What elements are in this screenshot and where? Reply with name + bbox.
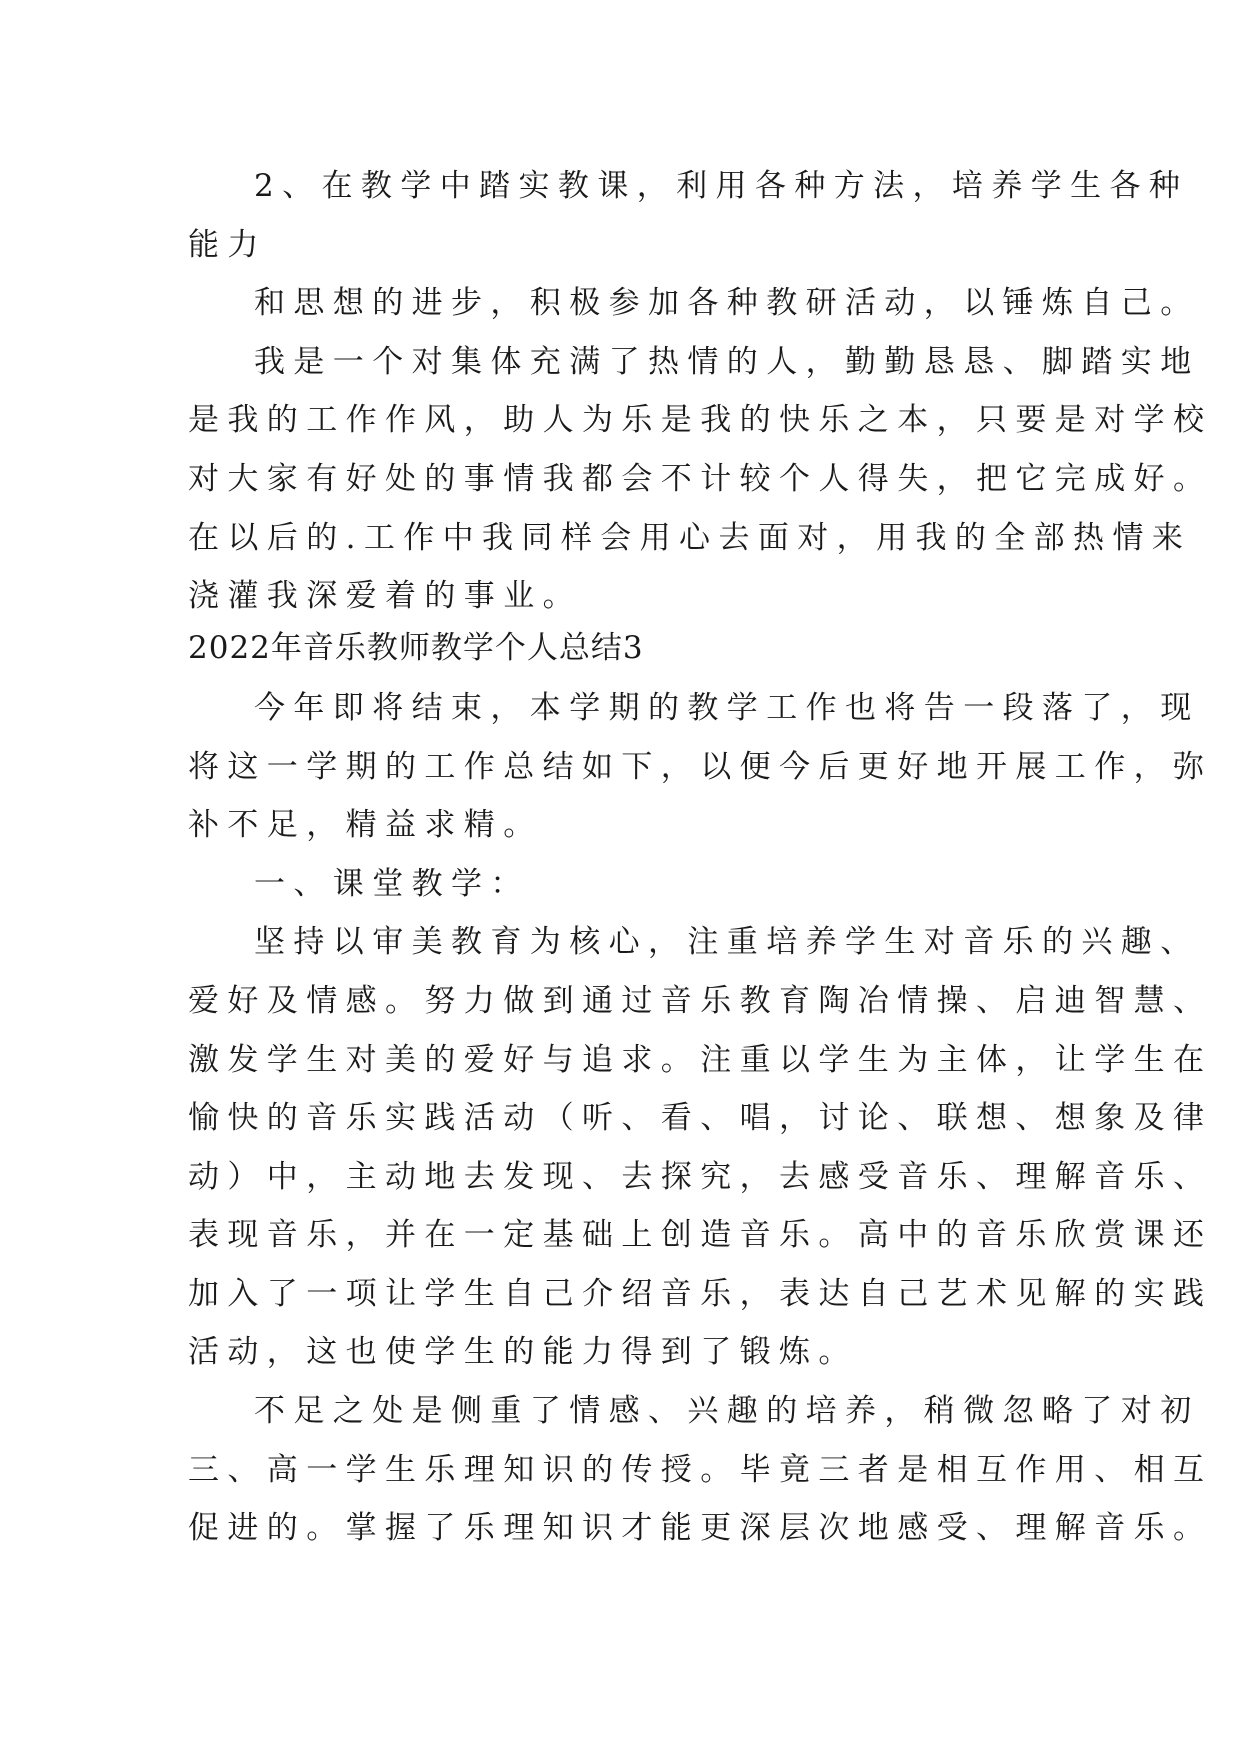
text-line: 激发学生对美的爱好与追求。注重以学生为主体，让学生在 <box>188 1042 1213 1078</box>
text-line: 活动，这也使学生的能力得到了锻炼。 <box>188 1334 858 1370</box>
text-line: 促进的。掌握了乐理知识才能更深层次地感受、理解音乐。 <box>188 1510 1213 1546</box>
text-line: 三、高一学生乐理知识的传授。毕竟三者是相互作用、相互 <box>188 1452 1213 1488</box>
text-line: 和思想的进步，积极参加各种教研活动，以锤炼自己。 <box>254 285 1200 321</box>
text-line: 爱好及情感。努力做到通过音乐教育陶冶情操、启迪智慧、 <box>188 983 1213 1019</box>
text-line: 愉快的音乐实践活动（听、看、唱，讨论、联想、想象及律 <box>188 1100 1213 1136</box>
text-line: 是我的工作作风，助人为乐是我的快乐之本，只要是对学校 <box>188 402 1213 438</box>
text-line: 我是一个对集体充满了热情的人，勤勤恳恳、脚踏实地 <box>254 344 1200 380</box>
text-line: 不足之处是侧重了情感、兴趣的培养，稍微忽略了对初 <box>254 1393 1200 1429</box>
text-line: 浇灌我深爱着的事业。 <box>188 578 582 614</box>
text-line: 将这一学期的工作总结如下，以便今后更好地开展工作，弥 <box>188 749 1213 785</box>
text-line: 在以后的.工作中我同样会用心去面对，用我的全部热情来 <box>188 520 1192 556</box>
text-line: 2、在教学中踏实教课，利用各种方法，培养学生各种 <box>254 168 1189 204</box>
text-line: 补不足，精益求精。 <box>188 807 543 843</box>
text-line: 坚持以审美教育为核心，注重培养学生对音乐的兴趣、 <box>254 924 1200 960</box>
text-line: 动）中，主动地去发现、去探究，去感受音乐、理解音乐、 <box>188 1159 1213 1195</box>
text-line: 今年即将结束，本学期的教学工作也将告一段落了，现 <box>254 690 1200 726</box>
text-line: 表现音乐，并在一定基础上创造音乐。高中的音乐欣赏课还 <box>188 1217 1213 1253</box>
text-line: 加入了一项让学生自己介绍音乐，表达自己艺术见解的实践 <box>188 1276 1213 1312</box>
subsection-heading: 一、课堂教学： <box>254 866 530 902</box>
text-line: 能力 <box>188 227 267 263</box>
text-line: 对大家有好处的事情我都会不计较个人得失，把它完成好。 <box>188 461 1213 497</box>
section-heading: 2022年音乐教师教学个人总结3 <box>188 630 644 666</box>
